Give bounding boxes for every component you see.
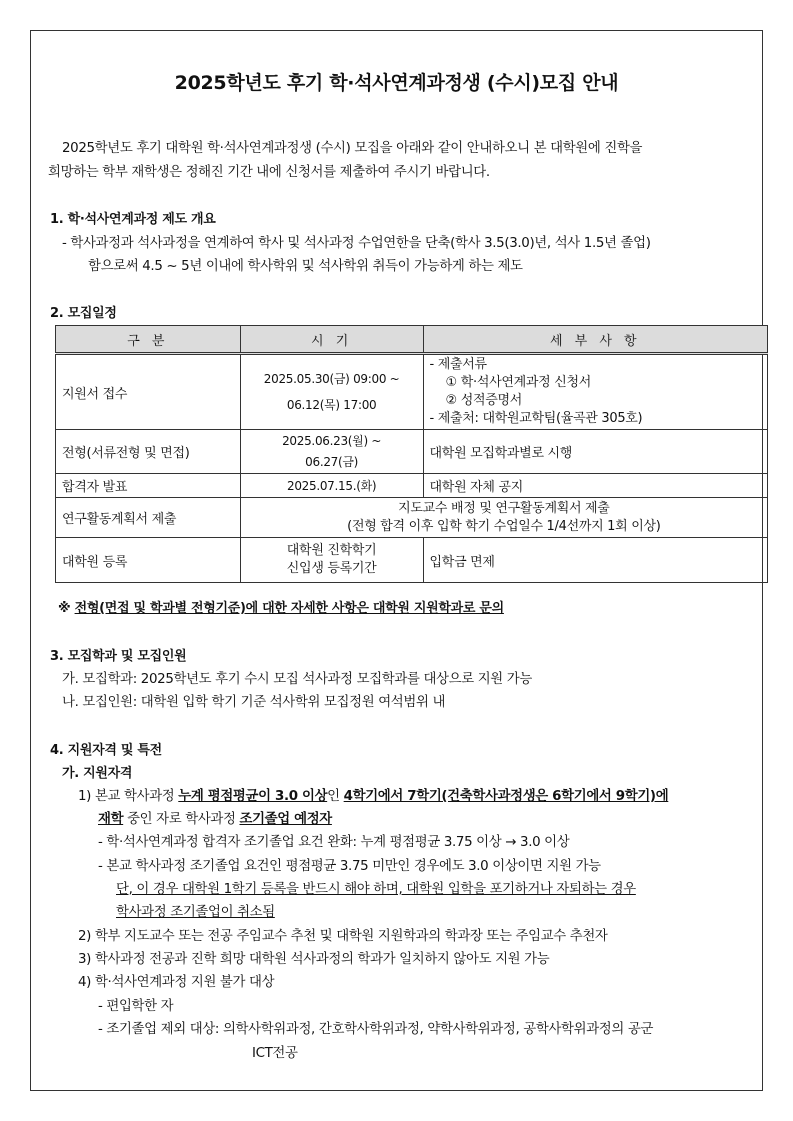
item-4-bullet-2: - 조기졸업 제외 대상: 의학사학위과정, 간호학사학위과정, 약학사학위과정, 공학사학위과정의 공군: [98, 1022, 654, 1037]
section-3-line-1: 가. 모집학과: 2025학년도 후기 수시 모집 석사과정 모집학과를 대상으로 지원 가능: [62, 672, 532, 687]
table-row: [56, 474, 768, 498]
period-line: 2025.06.23(월) ~: [282, 433, 382, 448]
table-header-row: [56, 326, 768, 354]
intro-line-2: 희망하는 학부 재학생은 정해진 기간 내에 신청서를 제출하여 주시기 바랍니다.: [48, 165, 490, 180]
header-details: 세 부 사 항: [423, 326, 767, 354]
section-1-line-1: - 학사과정과 석사과정을 연계하여 학사 및 석사과정 수업연한을 단축(학사 3.5(3.0)년, 석사 1.5년 졸업): [62, 236, 651, 251]
table-row: [56, 498, 768, 538]
item-4: 4) 학·석사연계과정 지원 불가 대상: [78, 975, 275, 990]
item-4-bullet-1: - 편입학한 자: [98, 999, 174, 1014]
row-period: [240, 430, 423, 474]
item-4-bullet-2-cont: ICT전공: [252, 1046, 298, 1061]
text-run: 인: [327, 789, 344, 804]
period-line: 06.27(금): [305, 454, 359, 469]
section-1-heading: 1. 학·석사연계과정 제도 개요: [50, 212, 216, 227]
item-1-line-2: [98, 808, 332, 827]
section-4-subheading: 가. 지원자격: [62, 766, 133, 781]
text-run: 조기졸업 예정자: [239, 812, 332, 827]
row-label: 지원서 접수: [56, 354, 241, 430]
detail-line: 지도교수 배정 및 연구활동계획서 제출: [398, 500, 610, 516]
section-1-line-2: 함으로써 4.5 ~ 5년 이내에 학사학위 및 석사학위 취득이 가능하게 하는 제도: [88, 259, 523, 274]
section-2-heading: 2. 모집일정: [50, 306, 117, 321]
text-run: 4학기에서 7학기(건축학사과정생은 6학기에서 9학기)에: [343, 789, 669, 804]
row-period: [240, 354, 423, 430]
item-2: 2) 학부 지도교수 또는 전공 주임교수 추천 및 대학원 지원학과의 학과장 또는 주임교수 추천자: [78, 929, 608, 944]
intro-line-1: 2025학년도 후기 대학원 학·석사연계과정생 (수시) 모집을 아래와 같이 안내하오니 본 대학원에 진학을: [62, 141, 643, 156]
item-1-line-1: [78, 785, 668, 804]
detail-line: - 제출처: 대학원교학팀(율곡관 305호): [429, 411, 643, 426]
row-merged-details: [240, 498, 767, 538]
detail-line: - 제출서류: [429, 357, 487, 372]
header-period: 시 기: [240, 326, 423, 354]
section-3-heading: 3. 모집학과 및 모집인원: [50, 649, 187, 664]
detail-line: ② 성적증명서: [445, 393, 523, 408]
schedule-note: [58, 597, 504, 616]
row-details: 대학원 모집학과별로 시행: [423, 430, 767, 474]
header-category: 구 분: [56, 326, 241, 354]
period-line: 06.12(목) 17:00: [286, 398, 377, 412]
item-3: 3) 학사과정 전공과 진학 희망 대학원 석사과정의 학과가 일치하지 않아도 지원 가능: [78, 952, 550, 967]
table-row: [56, 538, 768, 583]
note-mark: ※: [58, 601, 75, 616]
row-label: 전형(서류전형 및 면접): [56, 430, 241, 474]
row-period: 2025.07.15.(화): [240, 474, 423, 498]
schedule-table: [55, 325, 768, 583]
row-details: 입학금 면제: [423, 538, 767, 583]
item-1-bullet-2: - 본교 학사과정 조기졸업 요건인 평점평균 3.75 미만인 경우에도 3.0 이상이면 지원 가능: [98, 859, 601, 874]
row-label: 연구활동계획서 제출: [56, 498, 241, 538]
detail-line: ① 학·석사연계과정 신청서: [445, 375, 591, 390]
text-run: 재학: [98, 812, 124, 827]
text-run: 중인 자로 학사과정: [123, 812, 240, 827]
table-row: [56, 354, 768, 430]
item-1-bullet-2-note-2: 학사과정 조기졸업이 취소됨: [116, 905, 275, 920]
page-title: 2025학년도 후기 학·석사연계과정생 (수시)모집 안내: [174, 72, 619, 94]
text-run: 1) 본교 학사과정: [78, 789, 179, 804]
item-1-bullet-2-note-1: 단, 이 경우 대학원 1학기 등록을 반드시 해야 하며, 대학원 입학을 포기하거나 자퇴하는 경우: [116, 882, 636, 897]
period-line: 2025.05.30(금) 09:00 ~: [263, 372, 400, 386]
detail-line: (전형 합격 이후 입학 학기 수업일수 1/4선까지 1회 이상): [347, 518, 661, 534]
row-period: [240, 538, 423, 583]
note-text: 전형(면접 및 학과별 전형기준)에 대한 자세한 사항은 대학원 지원학과로 문의: [74, 601, 504, 616]
section-3-line-2: 나. 모집인원: 대학원 입학 학기 기준 석사학위 모집정원 여석범위 내: [62, 695, 446, 710]
row-label: 대학원 등록: [56, 538, 241, 583]
row-label: 합격자 발표: [56, 474, 241, 498]
text-run: 누계 평점평균이 3.0 이상: [178, 789, 328, 804]
period-line: 신입생 등록기간: [286, 561, 377, 576]
section-4-heading: 4. 지원자격 및 특전: [50, 743, 162, 758]
item-1-bullet-1: - 학·석사연계과정 합격자 조기졸업 요건 완화: 누계 평점평균 3.75 이상 → 3.0 이상: [98, 835, 570, 850]
row-details: [423, 354, 767, 430]
row-details: 대학원 자체 공지: [423, 474, 767, 498]
period-line: 대학원 진학학기: [286, 543, 377, 558]
table-row: [56, 430, 768, 474]
